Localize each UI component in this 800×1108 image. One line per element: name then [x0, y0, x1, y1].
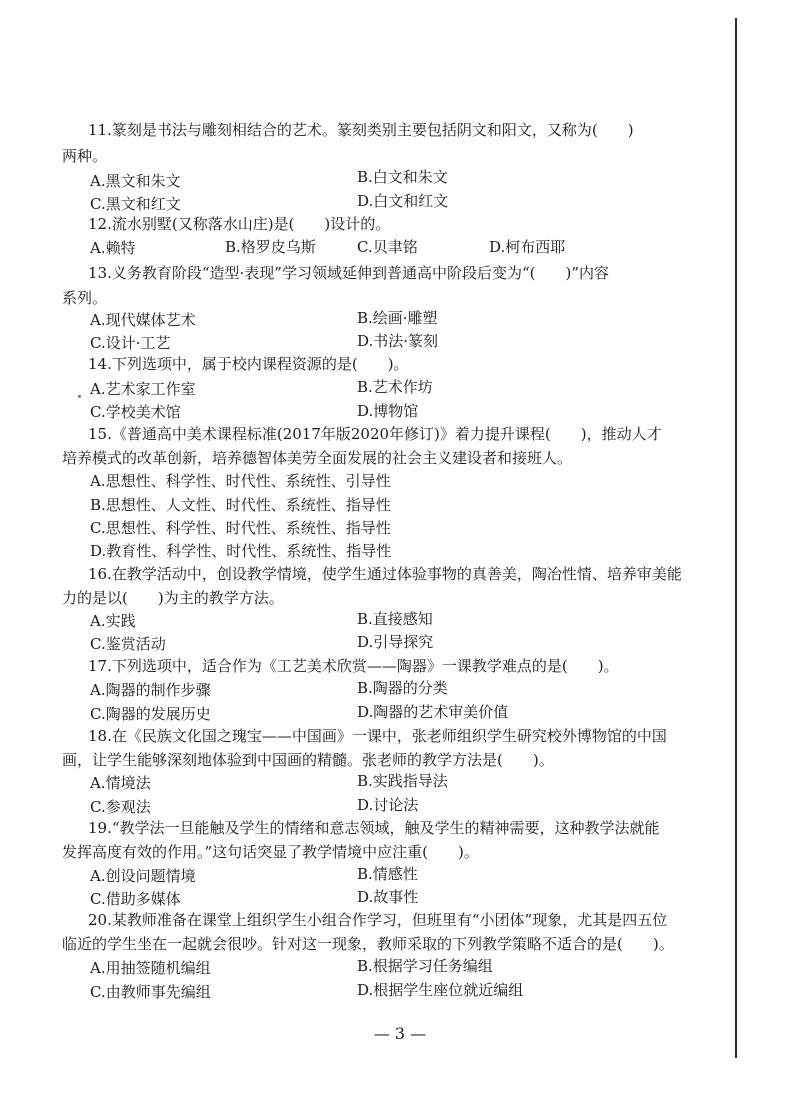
question-12-option-c: C.贝聿铭: [357, 238, 418, 256]
question-17-option-a: A.陶器的制作步骤: [90, 681, 211, 699]
question-13-line-2: 系列。: [62, 289, 108, 307]
question-17-option-c: C.陶器的发展历史: [90, 705, 211, 723]
question-13-option-b: B.绘画·雕塑: [357, 309, 438, 327]
question-14-option-a: A.艺术家工作室: [90, 380, 196, 398]
question-20-option-c: C.由教师事先编组: [90, 983, 211, 1001]
question-12-option-d: D.柯布西耶: [489, 238, 566, 256]
question-16-option-d: D.引导探究: [357, 633, 434, 651]
question-20-option-d: D.根据学生座位就近编组: [357, 981, 524, 999]
question-20-line-1: 20.某教师准备在课堂上组织学生小组合作学习，但班里有“小团体”现象，尤其是四五位: [88, 911, 668, 929]
question-15-option-d: D.教育性、科学性、时代性、系统性、指导性: [90, 542, 392, 560]
question-11-option-b: B.白文和朱文: [357, 168, 448, 186]
page-number: — 3 —: [373, 1024, 427, 1043]
scan-edge-line: [735, 18, 737, 1058]
question-19-option-a: A.创设问题情境: [90, 867, 196, 885]
question-12-option-b: B.格罗皮乌斯: [225, 238, 316, 256]
question-16-line-2: 力的是以( )为主的教学方法。: [62, 589, 284, 607]
question-18-option-c: C.参观法: [90, 798, 151, 816]
question-12-option-a: A.赖特: [90, 239, 136, 257]
question-18-option-b: B.实践指导法: [357, 772, 448, 790]
question-11-option-a: A.黑文和朱文: [90, 172, 181, 190]
question-15-option-c: C.思想性、科学性、时代性、系统性、指导性: [90, 519, 391, 537]
question-15-option-b: B.思想性、人文性、时代性、系统性、指导性: [90, 496, 391, 514]
question-11-option-d: D.白文和红文: [357, 192, 449, 210]
question-15-line-1: 15.《普通高中美术课程标准(2017年版2020年修订)》着力提升课程( )，推动人才: [88, 425, 662, 443]
question-14-option-d: D.博物馆: [357, 402, 419, 420]
question-14-line-1: 14.下列选项中，属于校内课程资源的是( )。: [88, 355, 409, 373]
question-20-option-b: B.根据学习任务编组: [357, 957, 493, 975]
question-16-option-a: A.实践: [90, 612, 136, 630]
question-20-line-2: 临近的学生坐在一起就会很吵。针对这一现象，教师采取的下列教学策略不适合的是( )。: [62, 935, 674, 953]
scan-speck: [78, 395, 81, 398]
question-18-line-2: 画，让学生能够深刻地体验到中国画的精髓。张老师的教学方法是( )。: [62, 751, 554, 769]
question-17-line-1: 17.下列选项中，适合作为《工艺美术欣赏——陶器》一课教学难点的是( )。: [88, 657, 619, 675]
question-14-option-b: B.艺术作坊: [357, 378, 433, 396]
question-18-option-d: D.讨论法: [357, 796, 419, 814]
question-15-line-2: 培养模式的改革创新，培养德智体美劳全面发展的社会主义建设者和接班人。: [62, 449, 573, 467]
question-16-option-c: C.鉴赏活动: [90, 635, 166, 653]
question-11-line-1: 11.篆刻是书法与雕刻相结合的艺术。篆刻类别主要包括阴文和阳文，又称为( ): [88, 121, 634, 139]
question-17-option-b: B.陶器的分类: [357, 679, 448, 697]
question-13-option-d: D.书法·篆刻: [357, 332, 439, 350]
question-13-option-a: A.现代媒体艺术: [90, 311, 196, 329]
question-18-line-1: 18.在《民族文化国之瑰宝——中国画》一课中，张老师组织学生研究校外博物馆的中国: [88, 727, 667, 745]
question-19-line-1: 19.“教学法一旦能触及学生的情绪和意志领域，触及学生的精神需要，这种教学法就能: [88, 819, 660, 837]
question-11-line-2: 两种。: [62, 147, 108, 165]
question-16-option-b: B.直接感知: [357, 610, 433, 628]
question-14-option-c: C.学校美术馆: [90, 403, 181, 421]
question-20-option-a: A.用抽签随机编组: [90, 959, 211, 977]
question-15-option-a: A.思想性、科学性、时代性、系统性、引导性: [90, 472, 391, 490]
question-19-option-b: B.情感性: [357, 865, 418, 883]
question-19-option-c: C.借助多媒体: [90, 890, 181, 908]
question-17-option-d: D.陶器的艺术审美价值: [357, 703, 509, 721]
question-19-option-d: D.故事性: [357, 888, 419, 906]
question-11-option-c: C.黑文和红文: [90, 195, 181, 213]
question-18-option-a: A.情境法: [90, 774, 151, 792]
question-13-option-c: C.设计·工艺: [90, 334, 171, 352]
question-16-line-1: 16.在教学活动中，创设教学情境，使学生通过体验事物的真善美，陶冶性情、培养审美能: [88, 565, 682, 583]
question-19-line-2: 发挥高度有效的作用。”这句话突显了教学情境中应注重( )。: [62, 843, 479, 861]
question-13-line-1: 13.义务教育阶段“造型·表现”学习领域延伸到普通高中阶段后变为“( )”内容: [88, 264, 610, 282]
question-12-line-1: 12.流水别墅(又称落水山庄)是( )设计的。: [88, 215, 391, 233]
